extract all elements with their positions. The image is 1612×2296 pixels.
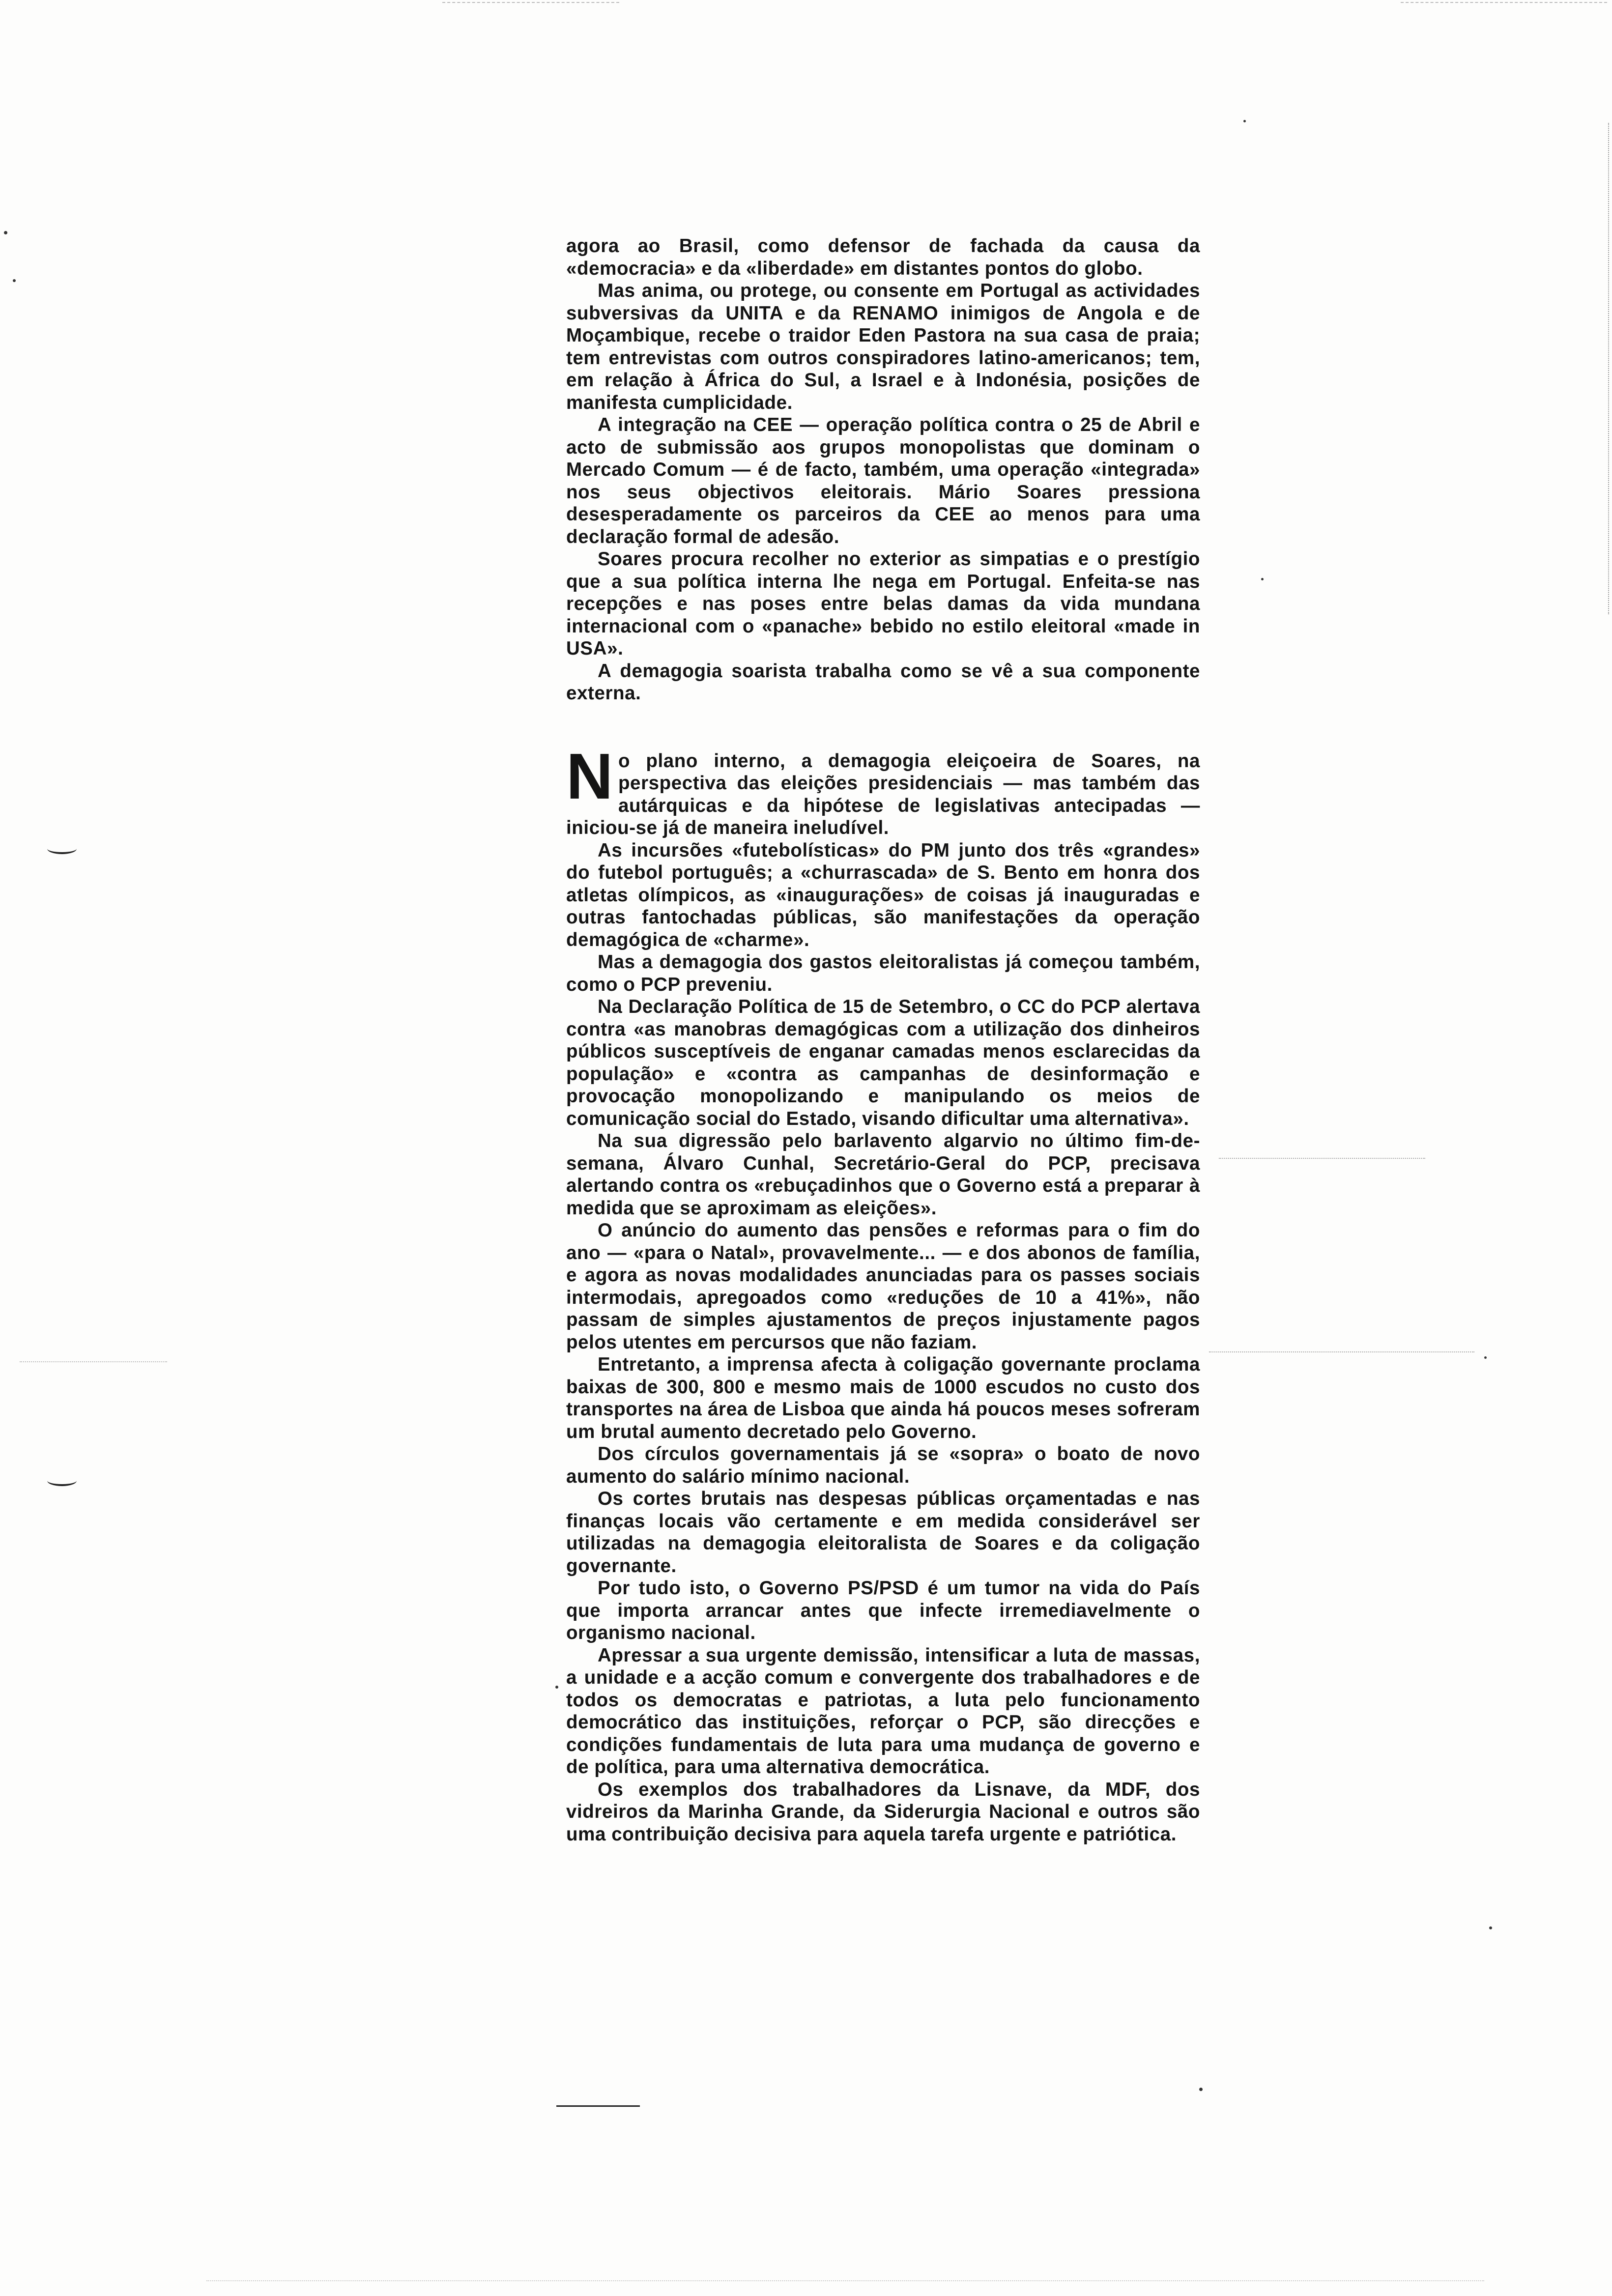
article-paragraph: Entretanto, a imprensa afecta à coligação governante proclama baixas de 300, 800 e mesmo mais de 1000 escudos no custo dos transportes na área de Lisboa que ainda há poucos meses sofreram um brutal aumento decretado pelo Governo. [566, 1354, 1200, 1442]
section-opening-text: o plano interno, a demagogia eleiçoeira de Soares, na perspectiva das eleições presidenciais — mas também das autárquicas e da hipótese de legislativas antecipadas — iniciou-se já de maneira ineludível. [566, 750, 1200, 838]
drop-cap: N [566, 740, 613, 812]
scan-artifact-edge [1608, 123, 1609, 614]
end-rule [556, 2105, 640, 2107]
scan-artifact-top-right [1401, 2, 1607, 3]
article-paragraph: A integração na CEE — operação política contra o 25 de Abril e acto de submissão aos grupos monopolistas que dominam o Mercado Comum — é de facto, também, uma operação «integrada» nos seus objectivos eleitorais. Mário Soares pressiona desesperadamente os parceiros da CEE ao menos para uma declaração formal de adesão. [566, 414, 1200, 547]
article-paragraph: As incursões «futebolísticas» do PM junto dos três «grandes» do futebol português; a «churrascada» de S. Bento em honra dos atletas olímpicos, as «inaugurações» de coisas já inauguradas e outras fantochadas públicas, são manifestações da operação demagógica de «charme». [566, 839, 1200, 950]
scan-speck [555, 1686, 558, 1689]
article-paragraph: Mas anima, ou protege, ou consente em Portugal as actividades subversivas da UNITA e da RENAMO inimigos de Angola e de Moçambique, recebe o traidor Eden Pastora na sua casa de praia; tem entrevistas com outros conspiradores latino-americanos; tem, em relação à África do Sul, a Israel e à Indonésia, posições de manifesta cumplicidade. [566, 280, 1200, 413]
article-paragraph: Dos círculos governamentais já se «sopra» o boato de novo aumento do salário mínimo nacional. [566, 1443, 1200, 1487]
section-opening-paragraph [566, 740, 1200, 839]
article-paragraph: A demagogia soarista trabalha como se vê a sua componente externa. [566, 660, 1200, 704]
article-paragraph: O anúncio do aumento das pensões e reformas para o fim do ano — «para o Natal», provavelmente... — e dos abonos de família, e agora as novas modalidades anunciadas para os passes sociais intermodais, apregoados como «reduções de 10 a 41%», não passam de simples ajustamentos de preços injustamente pagos pelos utentes em percursos que não faziam. [566, 1220, 1200, 1353]
article-paragraph: Soares procura recolher no exterior as simpatias e o prestígio que a sua política interna lhe nega em Portugal. Enfeita-se nas recepções e nas poses entre belas damas da vida mundana internacional com o «panache» bebido no estilo eleitoral «made in USA». [566, 548, 1200, 659]
scan-artifact-curve-2 [47, 1475, 77, 1486]
article-paragraph: Os exemplos dos trabalhadores da Lisnave, da MDF, dos vidreiros da Marinha Grande, da Siderurgia Nacional e outros são uma contribuição decisiva para aquela tarefa urgente e patriótica. [566, 1779, 1200, 1845]
article-column [566, 235, 1200, 1845]
article-paragraph: Na sua digressão pelo barlavento algarvio no último fim-de-semana, Álvaro Cunhal, Secretário-Geral do PCP, precisava alertando contra os «rebuçadinhos que o Governo está a preparar à medida que se aproximam as eleições». [566, 1130, 1200, 1219]
scan-speck [4, 231, 7, 234]
scan-speck [1261, 578, 1264, 580]
scan-speck [13, 279, 16, 282]
scan-artifact-dots [1209, 1351, 1474, 1352]
scan-speck [1489, 1926, 1492, 1929]
scan-speck [1484, 1356, 1487, 1359]
scan-artifact-top-left [442, 2, 619, 3]
section-break [566, 705, 1200, 750]
article-paragraph: Mas a demagogia dos gastos eleitoralistas já começou também, como o PCP preveniu. [566, 951, 1200, 995]
article-paragraph: Por tudo isto, o Governo PS/PSD é um tumor na vida do País que importa arrancar antes que infecte irremediavelmente o organismo nacional. [566, 1578, 1200, 1643]
article-paragraph: Apressar a sua urgente demissão, intensificar a luta de massas, a unidade e a acção comum e convergente dos trabalhadores e de todos os democratas e patriotas, a luta pelo funcionamento democrático das instituições, reforçar o PCP, são direcções e condições fundamentais de luta para uma mudança de governo e de política, para uma alternativa democrática. [566, 1644, 1200, 1778]
scan-speck [1243, 120, 1246, 122]
article-paragraph: Os cortes brutais nas despesas públicas orçamentadas e nas finanças locais vão certamente e em medida considerável ser utilizadas na demagogia eleitoralista de Soares e da coligação governante. [566, 1488, 1200, 1577]
scan-artifact-dots [20, 1361, 167, 1362]
article-paragraph: Na Declaração Política de 15 de Setembro, o CC do PCP alertava contra «as manobras demagógicas com a utilização dos dinheiros públicos susceptíveis de enganar camadas menos esclarecidas da população» e «contra as campanhas de desinformação e provocação monopolizando e manipulando os meios de comunicação social do Estado, visando dificultar uma alternativa». [566, 996, 1200, 1129]
scan-speck [1199, 2088, 1203, 2091]
article-paragraph: agora ao Brasil, como defensor de fachada da causa da «democracia» e da «liberdade» em distantes pontos do globo. [566, 235, 1200, 279]
scan-artifact-curve-1 [47, 843, 77, 854]
scan-artifact-dots [1219, 1158, 1425, 1159]
scan-artifact-dots [206, 2280, 1484, 2281]
